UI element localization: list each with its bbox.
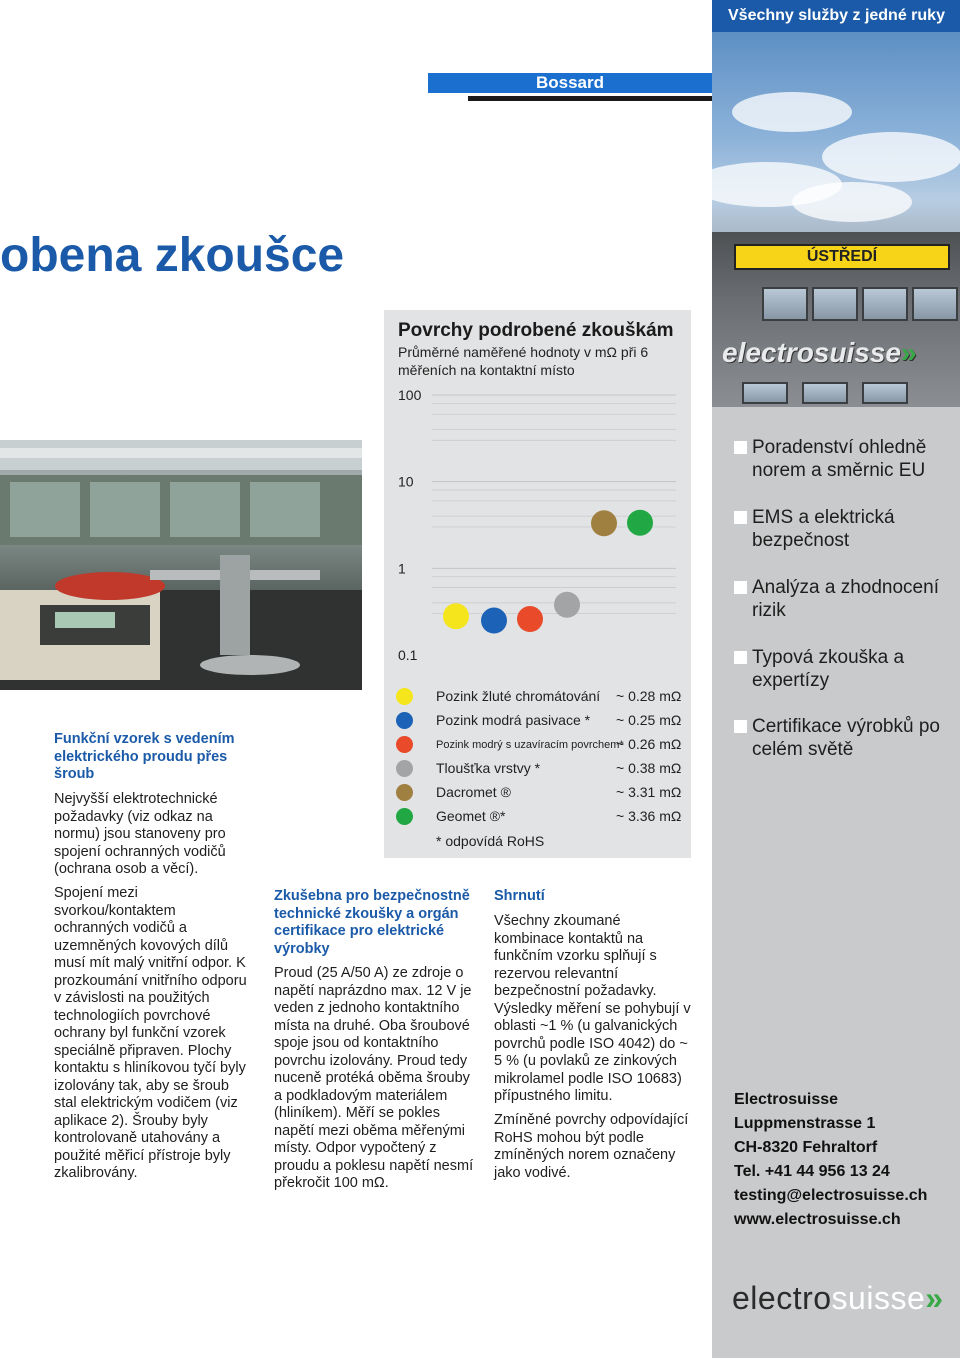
data-point bbox=[554, 592, 580, 618]
chart-subtitle: Průměrné naměřené hodnoty v mΩ při 6 měřeních na kontaktní místo bbox=[398, 344, 649, 378]
divider bbox=[468, 96, 712, 101]
street: Luppmenstrasse 1 bbox=[734, 1115, 876, 1132]
data-point bbox=[627, 510, 653, 536]
web-link[interactable]: www.electrosuisse.ch bbox=[734, 1211, 901, 1228]
square-bullet-icon bbox=[734, 720, 747, 733]
headquarters-photo bbox=[712, 32, 960, 407]
square-bullet-icon bbox=[734, 441, 747, 454]
legend-item: Geomet ®* ~ 3.36 mΩ bbox=[396, 806, 681, 828]
contact-address bbox=[734, 1088, 958, 1232]
service-item: Analýza a zhodnocení rizik bbox=[734, 576, 956, 622]
service-item: EMS a elektrická bezpečnost bbox=[734, 506, 956, 552]
legend-dot bbox=[396, 688, 413, 705]
phone: Tel. +41 44 956 13 24 bbox=[734, 1163, 890, 1180]
caption-paragraph: Nejvyšší elektrotechnické požadavky (viz odkaz na normu) jsou stanoveny pro spojení ochranných vodičů (ochrana osob a věcí). bbox=[54, 791, 226, 877]
legend-item: Tloušťka vrstvy * ~ 0.38 mΩ bbox=[396, 758, 681, 780]
lab-paragraph: Proud (25 A/50 A) ze zdroje o napětí naprázdno max. 12 V je veden z jednoho kontaktního místa na druhé. Oba šroubové spoje jsou od kontaktního povrchu izolovány. Proud tedy nuceně protéká oběma šrouby a podkladovým materiálem (hliníkem). Měří se pokles napětí mezi oběma měřenými místy. Odpor vypočtený z proudu a poklesu napětí nesmí překročit 100 mΩ. bbox=[274, 965, 474, 1191]
company-name: Electrosuisse bbox=[734, 1091, 839, 1108]
email-link[interactable]: testing@electrosuisse.ch bbox=[734, 1187, 928, 1204]
legend-dot bbox=[396, 712, 413, 729]
square-bullet-icon bbox=[734, 581, 747, 594]
y-tick-label: 1 bbox=[398, 560, 406, 577]
sidebar bbox=[712, 0, 960, 1358]
bossard-bar: Bossard bbox=[428, 73, 712, 93]
caption-paragraph: Spojení mezi svorkou/kontaktem ochranných vodičů a uzemněných kovových dílů musí mít malý vnitřní odpor. K prozkoumání vnitřního odporu v závislosti na použitých technologiích povrchové ochrany byl funkční vzorek speciálně připraven. Plochy kontaktu s hliníkovou tyčí byly izolovány tak, aby se šroub stal elektrickým vodičem (viz aplikace 2). Šrouby byly kontrolovaně utahovány a použité měřicí přístroje byly zkalibrovány. bbox=[54, 885, 247, 1181]
lab-photo-illustration bbox=[0, 440, 362, 690]
electrosuisse-logo: electrosuisse» bbox=[732, 1280, 944, 1316]
data-point bbox=[591, 510, 617, 536]
summary-heading: Shrnutí bbox=[494, 888, 545, 904]
data-point bbox=[481, 608, 507, 634]
lab-heading: Zkušebna pro bezpečnostně technické zkoušky a orgán certifikace pro elektrické výrobky bbox=[274, 888, 470, 957]
chart-title: Povrchy podrobené zkouškám bbox=[398, 320, 674, 341]
y-tick-label: 100 bbox=[398, 387, 422, 403]
hq-label: ÚSTŘEDÍ bbox=[734, 244, 950, 270]
summary-paragraph: Zmíněné povrchy odpovídající RoHS mohou být podle zmíněných norem označeny jako vodivé. bbox=[494, 1112, 689, 1181]
square-bullet-icon bbox=[734, 511, 747, 524]
legend-dot bbox=[396, 760, 413, 777]
legend-item: Dacromet ® ~ 3.31 mΩ bbox=[396, 782, 681, 804]
page-title: obena zkoušce bbox=[0, 229, 345, 282]
building-logo: electrosuisse» bbox=[722, 337, 917, 368]
y-tick-label: 10 bbox=[398, 473, 414, 490]
legend-dot bbox=[396, 736, 413, 753]
caption-heading: Funkční vzorek s vedením elektrického proudu přes šroub bbox=[54, 731, 235, 782]
legend-item: Pozink žluté chromátování ~ 0.28 mΩ bbox=[396, 686, 681, 708]
data-point bbox=[517, 606, 543, 632]
y-tick-label: 0.1 bbox=[398, 647, 418, 663]
data-point bbox=[443, 603, 469, 629]
chevron-logo-icon: » bbox=[925, 1280, 944, 1316]
service-item: Typová zkouška a expertízy bbox=[734, 646, 956, 692]
summary-paragraph: Všechny zkoumané kombinace kontaktů na funkčním vzorku splňují s rezervou relevantní bezpečnostní požadavky. Výsledky měření se pohybují v oblasti ~1 % (u galvanických povrchů podle ISO 4042) do ~ 5 % (u povlaků ze zinkových mikrolamel podle ISO 10683) přípustného limitu. bbox=[494, 913, 691, 1104]
square-bullet-icon bbox=[734, 651, 747, 664]
legend-item: Pozink modrý s uzavíracím povrchem* ~ 0.26 mΩ bbox=[396, 734, 681, 756]
legend-item: Pozink modrá pasivace * ~ 0.25 mΩ bbox=[396, 710, 681, 732]
service-item: Certifikace výrobků po celém světě bbox=[734, 715, 956, 761]
chart-panel bbox=[384, 310, 691, 858]
legend-dot bbox=[396, 808, 413, 825]
lab-test-photo bbox=[0, 440, 362, 690]
chart-footnote: * odpovídá RoHS bbox=[436, 833, 545, 849]
sidebar-header: Všechny služby z jedné ruky bbox=[712, 0, 960, 32]
legend-dot bbox=[396, 784, 413, 801]
city: CH-8320 Fehraltorf bbox=[734, 1139, 878, 1156]
service-item: Poradenství ohledně norem a směrnic EU bbox=[734, 436, 956, 482]
